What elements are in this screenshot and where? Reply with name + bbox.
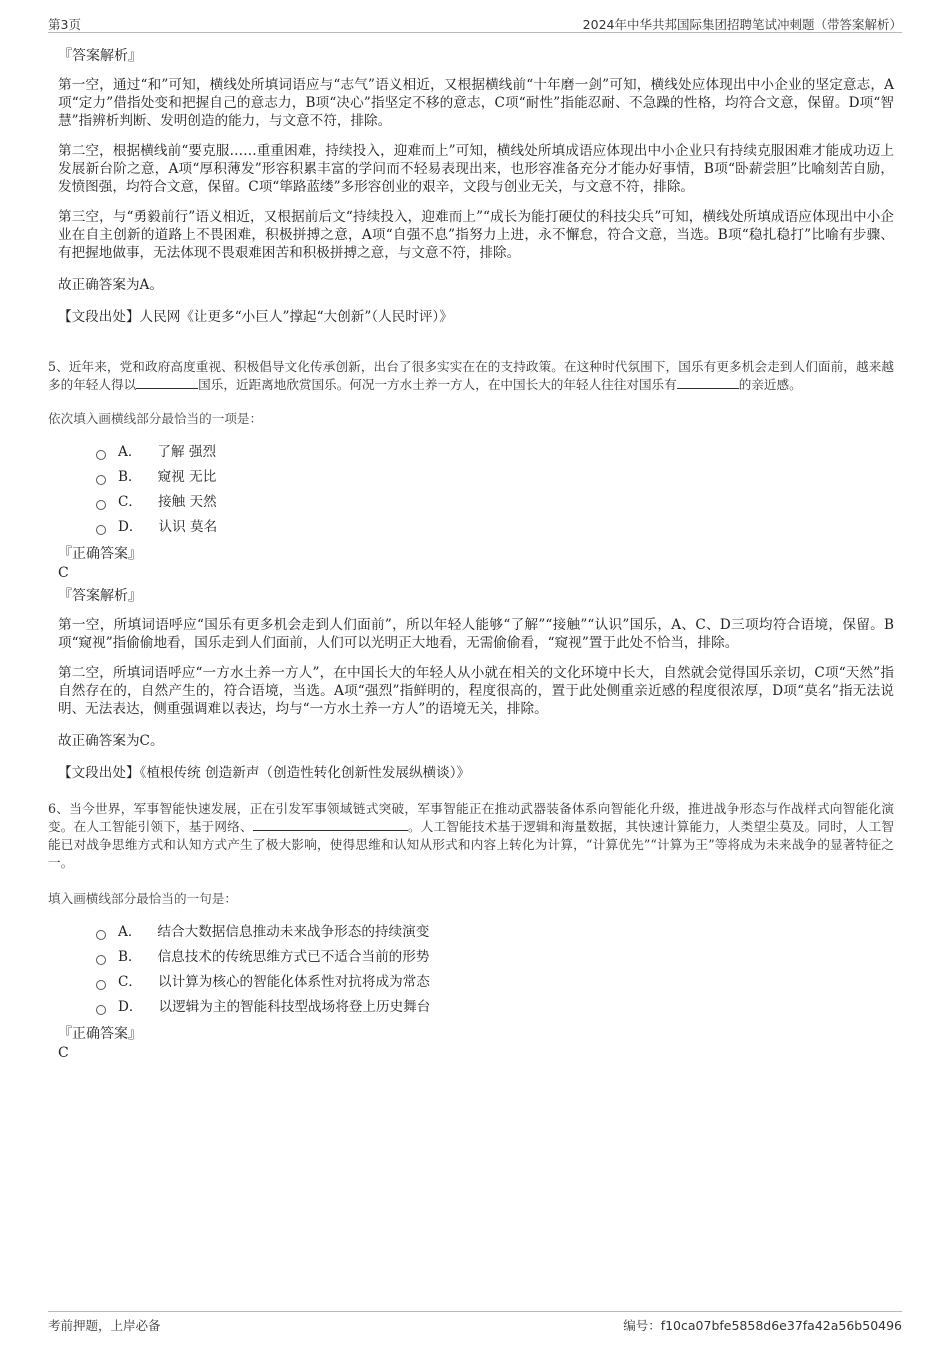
q5-analysis-paragraph-1: 第一空，所填词语呼应“国乐有更多机会走到人们面前”，所以年轻人能够“了解”“接触”“认识”国乐，A、C、D三项均符合语境，保留。B项“窥视”指偷偷地看，国乐走到人们面前，人们可以光明正大地看，无需偷偷看，“窥视”置于此处不恰当，排除。 (58, 617, 894, 651)
q6-options (96, 920, 894, 1020)
radio-icon[interactable] (96, 930, 106, 940)
q5-question: 5、近年来，党和政府高度重视、积极倡导文化传承创新，出台了很多实实在在的支持政策。在这种时代氛围下，国乐有更多机会走到人们面前，越来越多的年轻人得以 国乐，近距离地欣赏国乐。何况一方水土养一方人，在中国长大的年轻人往往对国乐有 的亲近感。 (48, 359, 894, 392)
page-number: 第3页 (48, 17, 81, 32)
q6-prompt: 填入画横线部分最恰当的一句是： (48, 891, 237, 906)
q5-blank-1 (136, 376, 198, 389)
q6-blank (253, 818, 408, 831)
q6-answer-tag: 『正确答案』 (58, 1026, 142, 1042)
q6-option-b[interactable]: B． 信息技术的传统思维方式已不适合当前的形势 (96, 945, 894, 970)
q5-option-a[interactable]: A． 了解 强烈 (96, 440, 894, 465)
footer-slogan: 考前押题，上岸必备 (48, 1318, 161, 1333)
document-body (48, 40, 894, 1062)
q5-options (96, 440, 894, 540)
q4-analysis (58, 46, 894, 326)
q5-answer-block (58, 544, 894, 782)
q5-option-b[interactable]: B． 窥视 无比 (96, 465, 894, 490)
radio-icon[interactable] (96, 500, 106, 510)
q4-analysis-paragraph-1: 第一空，通过“和”可知，横线处所填词语应与“志气”语义相近，又根据横线前“十年磨一剑”可知，横线处应体现出中小企业的坚定意志，A项“定力”借指处变和把握自己的意志力，B项“决心”指坚定不移的意志，C项“耐性”指能忍耐、不急躁的性格，均符合文意，保留。D项“智慧”指辨析判断、发明创造的能力，与文意不符，排除。 (58, 77, 894, 129)
q4-analysis-paragraph-2: 第二空，根据横线前“要克服……重重困难，持续投入，迎难而上”可知，横线处所填成语应体现出中小企业只有持续克服困难才能成功迈上发展新台阶之意，A项“厚积薄发”形容积累丰富的学问而不轻易表现出来，也形容准备充分才能办好事情，B项“卧薪尝胆”比喻刻苦自励，发愤图强，均符合文意，保留。C项“筚路蓝缕”多形容创业的艰辛，文段与创业无关，与文意不符，排除。 (58, 143, 894, 195)
document-title: 2024年中华共邦国际集团招聘笔试冲刺题（带答案解析） (582, 17, 902, 32)
q6-answer-block (58, 1024, 894, 1062)
q4-analysis-tag: 『答案解析』 (58, 48, 142, 64)
radio-icon[interactable] (96, 955, 106, 965)
radio-icon[interactable] (96, 1005, 106, 1015)
q5-final-answer: 故正确答案为C。 (58, 733, 164, 749)
q5-correct-answer: C (58, 565, 69, 581)
q6-option-a[interactable]: A． 结合大数据信息推动未来战争形态的持续演变 (96, 920, 894, 945)
page-footer (48, 1311, 902, 1334)
q4-analysis-paragraph-3: 第三空，与“勇毅前行”语义相近，又根据前后文“持续投入，迎难而上”“成长为能打硬仗的科技尖兵”可知，横线处所填成语应体现出中小企业在自主创新的道路上不畏困难，积极拼搏之意，A项“自强不息”指努力上进，永不懈怠，符合文意，当选。B项“稳扎稳打”比喻有步骤、有把握地做事，无法体现不畏艰难困苦和积极拼搏之意，与文意不符，排除。 (58, 209, 894, 261)
q6-option-c[interactable]: C． 以计算为核心的智能化体系性对抗将成为常态 (96, 970, 894, 995)
document-code: 编号：f10ca07bfe5858d6e37fa42a56b50496 (623, 1318, 902, 1333)
page-header (48, 12, 902, 33)
q4-final-answer: 故正确答案为A。 (58, 277, 163, 293)
q6-option-d[interactable]: D． 以逻辑为主的智能科技型战场将登上历史舞台 (96, 995, 894, 1020)
radio-icon[interactable] (96, 980, 106, 990)
radio-icon[interactable] (96, 475, 106, 485)
radio-icon[interactable] (96, 525, 106, 535)
q6-correct-answer: C (58, 1045, 69, 1061)
q5-analysis-tag: 『答案解析』 (58, 588, 142, 604)
q5-blank-2 (677, 376, 739, 389)
radio-icon[interactable] (96, 450, 106, 460)
q4-source: 【文段出处】人民网《让更多“小巨人”撑起“大创新”（人民时评）》 (58, 309, 453, 325)
q5-analysis-paragraph-2: 第二空，所填词语呼应“一方水土养一方人”，在中国长大的年轻人从小就在相关的文化环境中长大，自然就会觉得国乐亲切，C项“天然”指自然存在的，自然产生的，符合语境，当选。A项“强烈”指鲜明的，程度很高的，置于此处侧重亲近感的程度很浓厚，D项“莫名”指无法说明、无法表达，侧重强调难以表达，均与“一方水土养一方人”的语境无关，排除。 (58, 665, 894, 717)
q5-prompt: 依次填入画横线部分最恰当的一项是： (48, 411, 263, 426)
q5-answer-tag: 『正确答案』 (58, 546, 142, 562)
q6-question: 6、当今世界，军事智能快速发展，正在引发军事领域链式突破，军事智能正在推动武器装备体系向智能化升级，推进战争形态与作战样式向智能化演变。在人工智能引领下，基于网络、 。人工智能技术基于逻辑和海量数据，其快速计算能力，人类望尘莫及。同时，人工智能已对战争思维方式和认知方式产生了极大影响，使得思维和认知从形式和内容上转化为计算，“计算优先”“计算为王”等将成为未来战争的显著特征之一。 (48, 801, 895, 870)
q5-option-c[interactable]: C． 接触 天然 (96, 490, 894, 515)
q5-option-d[interactable]: D． 认识 莫名 (96, 515, 894, 540)
q5-source: 【文段出处】《植根传统 创造新声（创造性转化创新性发展纵横谈）》 (58, 765, 471, 781)
